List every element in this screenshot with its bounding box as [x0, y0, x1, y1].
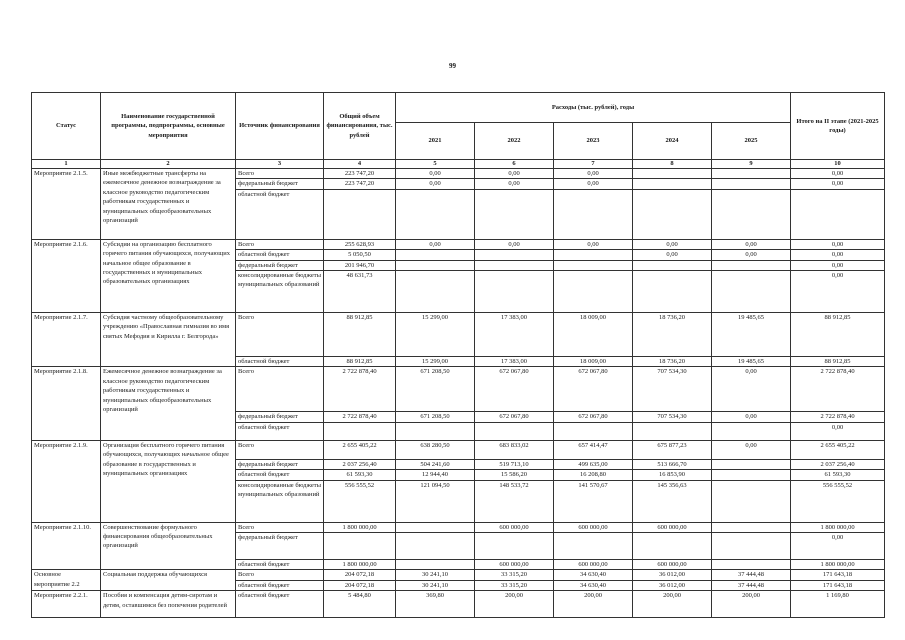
year-value: 200,00	[554, 591, 633, 618]
year-value: 30 241,10	[396, 570, 475, 580]
table-row	[32, 239, 885, 249]
header-year: 2023	[554, 123, 633, 160]
summary-value: 1 800 000,00	[791, 522, 885, 532]
year-value: 499 635,00	[554, 459, 633, 469]
total-value: 223 747,20	[324, 179, 396, 189]
funding-source: федеральный бюджет	[236, 459, 324, 469]
year-value: 519 713,10	[475, 459, 554, 469]
year-value: 15 299,00	[396, 357, 475, 367]
summary-value: 88 912,85	[791, 357, 885, 367]
year-value	[396, 422, 475, 440]
header-year: 2024	[633, 123, 712, 160]
total-value	[324, 189, 396, 239]
table-row	[32, 313, 885, 357]
year-value: 145 356,63	[633, 480, 712, 522]
year-value	[554, 260, 633, 270]
row-name: Организация бесплатного горячего питания обучающихся, получающих начальное общее образование в государственных и муниципальных организациях	[101, 440, 236, 522]
year-value	[712, 271, 791, 313]
total-value: 223 747,20	[324, 169, 396, 179]
funding-source: областной бюджет	[236, 189, 324, 239]
table-row	[32, 522, 885, 532]
summary-value: 1 169,80	[791, 591, 885, 618]
year-value	[554, 533, 633, 560]
year-value: 707 534,30	[633, 412, 712, 422]
header-source: Источник финансирования	[236, 93, 324, 160]
total-value	[324, 533, 396, 560]
year-value	[475, 189, 554, 239]
year-value: 0,00	[475, 179, 554, 189]
funding-source: Всего	[236, 570, 324, 580]
year-value: 0,00	[396, 179, 475, 189]
year-value: 600 000,00	[633, 522, 712, 532]
year-value: 672 067,80	[554, 412, 633, 422]
year-value: 600 000,00	[475, 522, 554, 532]
summary-value: 2 722 878,40	[791, 367, 885, 412]
year-value: 30 241,10	[396, 580, 475, 590]
year-value	[712, 422, 791, 440]
year-value	[554, 250, 633, 260]
total-value: 2 655 405,22	[324, 440, 396, 459]
header-year: 2022	[475, 123, 554, 160]
year-value: 672 067,80	[475, 367, 554, 412]
total-value: 1 800 000,00	[324, 560, 396, 570]
row-status: Основное мероприятие 2.2	[32, 570, 101, 591]
year-value	[712, 459, 791, 469]
summary-value: 556 555,52	[791, 480, 885, 522]
column-number: 7	[554, 160, 633, 169]
year-value	[633, 422, 712, 440]
year-value: 369,80	[396, 591, 475, 618]
year-value: 671 208,50	[396, 412, 475, 422]
year-value	[633, 179, 712, 189]
year-value: 0,00	[712, 440, 791, 459]
year-value	[712, 169, 791, 179]
summary-value: 61 593,30	[791, 470, 885, 480]
table-body	[32, 169, 885, 618]
year-value: 504 241,60	[396, 459, 475, 469]
summary-value: 88 912,85	[791, 313, 885, 357]
year-value: 0,00	[712, 250, 791, 260]
year-value: 600 000,00	[633, 560, 712, 570]
funding-source: Всего	[236, 239, 324, 249]
total-value: 2 722 878,40	[324, 367, 396, 412]
summary-value: 171 643,18	[791, 570, 885, 580]
year-value: 18 009,00	[554, 313, 633, 357]
column-number: 8	[633, 160, 712, 169]
year-value: 683 833,02	[475, 440, 554, 459]
year-value: 37 444,48	[712, 570, 791, 580]
summary-value: 0,00	[791, 260, 885, 270]
year-value	[712, 480, 791, 522]
header-summary: Итого на II этапе (2021-2025 годы)	[791, 93, 885, 160]
column-number: 5	[396, 160, 475, 169]
year-value	[396, 533, 475, 560]
funding-source: областной бюджет	[236, 422, 324, 440]
year-value: 0,00	[712, 412, 791, 422]
total-value: 61 593,30	[324, 470, 396, 480]
funding-source: Всего	[236, 169, 324, 179]
funding-source: областной бюджет	[236, 357, 324, 367]
header-status: Статус	[32, 93, 101, 160]
table-row	[32, 169, 885, 179]
year-value: 19 485,65	[712, 313, 791, 357]
funding-source: консолидированные бюджеты муниципальных образований	[236, 480, 324, 522]
year-value: 675 877,23	[633, 440, 712, 459]
year-value: 34 630,40	[554, 580, 633, 590]
column-number: 6	[475, 160, 554, 169]
table-row	[32, 570, 885, 580]
year-value: 600 000,00	[475, 560, 554, 570]
funding-source: областной бюджет	[236, 580, 324, 590]
total-value: 201 946,70	[324, 260, 396, 270]
column-number: 4	[324, 160, 396, 169]
summary-value: 0,00	[791, 250, 885, 260]
year-value: 148 533,72	[475, 480, 554, 522]
year-value: 33 315,20	[475, 570, 554, 580]
row-name: Иные межбюджетные трансферты на ежемесячное денежное вознаграждение за классное руководство педагогическим работникам государственных и муниципальных общеобразовательных организаций	[101, 169, 236, 240]
summary-value: 0,00	[791, 179, 885, 189]
year-value: 36 012,00	[633, 570, 712, 580]
year-value	[712, 260, 791, 270]
year-value	[554, 271, 633, 313]
funding-source: Всего	[236, 522, 324, 532]
year-value: 0,00	[633, 239, 712, 249]
row-name: Субсидии на организацию бесплатного горячего питания обучающихся, получающих начальное общее образование в государственных и муниципальных образовательных организациях	[101, 239, 236, 312]
year-value	[396, 250, 475, 260]
funding-source: областной бюджет	[236, 470, 324, 480]
row-name: Социальная поддержка обучающихся	[101, 570, 236, 591]
summary-value: 1 800 000,00	[791, 560, 885, 570]
year-value: 19 485,65	[712, 357, 791, 367]
column-number: 9	[712, 160, 791, 169]
row-status: Мероприятие 2.2.1.	[32, 591, 101, 618]
summary-value: 171 643,18	[791, 580, 885, 590]
year-value: 121 094,50	[396, 480, 475, 522]
year-value	[396, 522, 475, 532]
funding-source: федеральный бюджет	[236, 412, 324, 422]
page-number: 99	[449, 62, 456, 70]
year-value	[712, 533, 791, 560]
total-value: 88 912,85	[324, 313, 396, 357]
year-value: 33 315,20	[475, 580, 554, 590]
total-value: 2 722 878,40	[324, 412, 396, 422]
funding-source: областной бюджет	[236, 591, 324, 618]
row-status: Мероприятие 2.1.8.	[32, 367, 101, 440]
table-row	[32, 440, 885, 459]
row-status: Мероприятие 2.1.9.	[32, 440, 101, 522]
summary-value: 0,00	[791, 169, 885, 179]
year-value: 0,00	[712, 239, 791, 249]
year-value: 513 666,70	[633, 459, 712, 469]
header-expenses: Расходы (тыс. рублей), годы	[396, 93, 791, 123]
summary-value: 0,00	[791, 422, 885, 440]
year-value: 707 534,30	[633, 367, 712, 412]
year-value	[633, 260, 712, 270]
row-name: Ежемесячное денежное вознаграждение за классное руководство педагогическим работникам государственных и муниципальных общеобразовательных организаций	[101, 367, 236, 440]
year-value	[475, 271, 554, 313]
year-value	[396, 189, 475, 239]
total-value: 88 912,85	[324, 357, 396, 367]
year-value	[712, 179, 791, 189]
year-value	[554, 422, 633, 440]
summary-value: 2 037 256,40	[791, 459, 885, 469]
year-value	[396, 560, 475, 570]
column-number: 1	[32, 160, 101, 169]
row-status: Мероприятие 2.1.7.	[32, 313, 101, 367]
year-value	[712, 470, 791, 480]
year-value: 200,00	[633, 591, 712, 618]
total-value: 48 631,73	[324, 271, 396, 313]
year-value: 200,00	[712, 591, 791, 618]
funding-table	[31, 92, 885, 618]
header-year: 2025	[712, 123, 791, 160]
year-value: 17 383,00	[475, 357, 554, 367]
year-value: 0,00	[475, 169, 554, 179]
total-value: 5 484,80	[324, 591, 396, 618]
funding-source: федеральный бюджет	[236, 179, 324, 189]
year-value	[712, 522, 791, 532]
column-number: 3	[236, 160, 324, 169]
year-value: 657 414,47	[554, 440, 633, 459]
total-value: 255 628,93	[324, 239, 396, 249]
funding-source: консолидированные бюджеты муниципальных образований	[236, 271, 324, 313]
year-value	[475, 422, 554, 440]
year-value: 18 736,20	[633, 357, 712, 367]
year-value: 18 736,20	[633, 313, 712, 357]
year-value: 16 853,90	[633, 470, 712, 480]
year-value: 15 586,20	[475, 470, 554, 480]
year-value: 600 000,00	[554, 560, 633, 570]
year-value: 18 009,00	[554, 357, 633, 367]
total-value	[324, 422, 396, 440]
funding-source: федеральный бюджет	[236, 260, 324, 270]
year-value	[633, 189, 712, 239]
year-value: 671 208,50	[396, 367, 475, 412]
total-value: 556 555,52	[324, 480, 396, 522]
year-value	[712, 560, 791, 570]
year-value: 600 000,00	[554, 522, 633, 532]
column-number: 2	[101, 160, 236, 169]
year-value: 0,00	[396, 169, 475, 179]
column-number: 10	[791, 160, 885, 169]
funding-source: федеральный бюджет	[236, 533, 324, 560]
funding-source: Всего	[236, 313, 324, 357]
total-value: 204 072,18	[324, 570, 396, 580]
year-value: 0,00	[554, 179, 633, 189]
summary-value: 2 655 405,22	[791, 440, 885, 459]
row-status: Мероприятие 2.1.10.	[32, 522, 101, 570]
summary-value: 0,00	[791, 271, 885, 313]
year-value: 672 067,80	[475, 412, 554, 422]
year-value	[633, 169, 712, 179]
year-value: 0,00	[554, 239, 633, 249]
year-value: 0,00	[396, 239, 475, 249]
year-value: 15 299,00	[396, 313, 475, 357]
total-value: 1 800 000,00	[324, 522, 396, 532]
funding-source: Всего	[236, 367, 324, 412]
row-status: Мероприятие 2.1.5.	[32, 169, 101, 240]
funding-source: областной бюджет	[236, 250, 324, 260]
year-value: 0,00	[712, 367, 791, 412]
header-year: 2021	[396, 123, 475, 160]
year-value	[396, 260, 475, 270]
year-value	[475, 533, 554, 560]
year-value	[475, 250, 554, 260]
year-value	[554, 189, 633, 239]
summary-value: 2 722 878,40	[791, 412, 885, 422]
row-status: Мероприятие 2.1.6.	[32, 239, 101, 312]
row-name: Субсидия частному общеобразовательному учреждению «Православная гимназия во имя святых Мефодия и Кирилла г. Белгорода»	[101, 313, 236, 367]
year-value: 638 280,50	[396, 440, 475, 459]
year-value: 0,00	[633, 250, 712, 260]
year-value: 12 944,40	[396, 470, 475, 480]
summary-value: 0,00	[791, 239, 885, 249]
header-name: Наименование государственной программы, подпрограммы, основные мероприятия	[101, 93, 236, 160]
table-row	[32, 591, 885, 618]
year-value: 36 012,00	[633, 580, 712, 590]
row-name: Пособия и компенсация детям-сиротам и детям, оставшимся без попечения родителей	[101, 591, 236, 618]
year-value	[396, 271, 475, 313]
row-name: Совершенствование формульного финансирования общеобразовательных организаций	[101, 522, 236, 570]
year-value: 200,00	[475, 591, 554, 618]
total-value: 204 072,18	[324, 580, 396, 590]
year-value: 0,00	[475, 239, 554, 249]
funding-source: областной бюджет	[236, 560, 324, 570]
header-total: Общий объем финансирования, тыс. рублей	[324, 93, 396, 160]
year-value	[633, 271, 712, 313]
summary-value: 0,00	[791, 533, 885, 560]
total-value: 2 037 256,40	[324, 459, 396, 469]
year-value: 0,00	[554, 169, 633, 179]
year-value: 37 444,48	[712, 580, 791, 590]
year-value	[712, 189, 791, 239]
year-value: 141 570,67	[554, 480, 633, 522]
year-value	[475, 260, 554, 270]
year-value: 17 383,00	[475, 313, 554, 357]
year-value: 672 067,80	[554, 367, 633, 412]
year-value: 16 208,80	[554, 470, 633, 480]
total-value: 5 050,50	[324, 250, 396, 260]
funding-source: Всего	[236, 440, 324, 459]
table-row	[32, 367, 885, 412]
year-value: 34 630,40	[554, 570, 633, 580]
summary-value	[791, 189, 885, 239]
year-value	[633, 533, 712, 560]
